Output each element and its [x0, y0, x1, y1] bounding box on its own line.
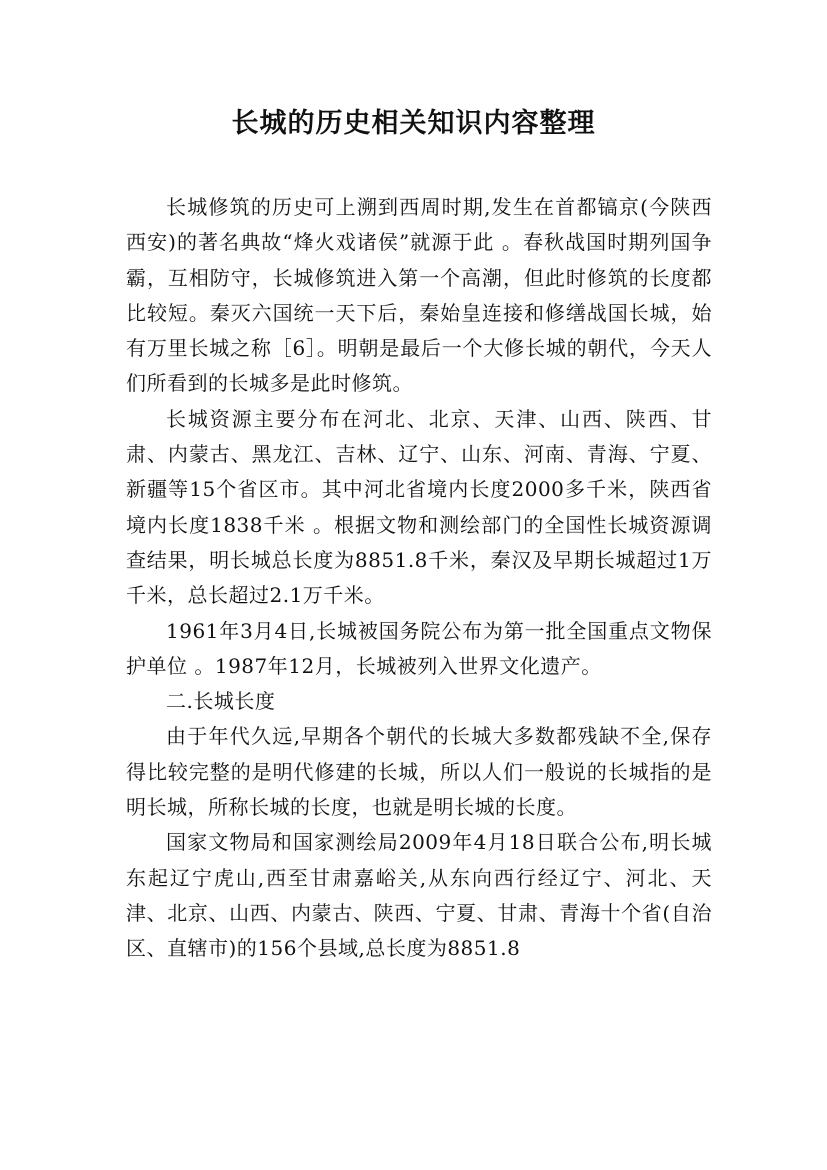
paragraph-official-survey: 国家文物局和国家测绘局2009年4月18日联合公布,明长城东起辽宁虎山,西至甘肃嘉峪关,从东向西行经辽宁、河北、天津、北京、山西、内蒙古、陕西、宁夏、甘肃、青海十个省(自治区、直辖市)的156个县域,总长度为8851.8: [126, 830, 712, 961]
document-body: [126, 190, 712, 967]
paragraph-distribution: 长城资源主要分布在河北、北京、天津、山西、陕西、甘肃、内蒙古、黑龙江、吉林、辽宁、山东、河南、青海、宁夏、新疆等15个省区市。其中河北省境内长度2000多千米，陕西省境内长度1838千米 。根据文物和测绘部门的全国性长城资源调查结果，明长城总长度为8851.8千米，秦汉及早期长城超过1万千米，总长超过2.1万千米。: [126, 406, 712, 608]
paragraph-ming-length: 由于年代久远,早期各个朝代的长城大多数都残缺不全,保存得比较完整的是明代修建的长城，所以人们一般说的长城指的是明长城，所称长城的长度，也就是明长城的长度。: [126, 724, 712, 820]
paragraph-protection: 1961年3月4日,长城被国务院公布为第一批全国重点文物保护单位 。1987年12月，长城被列入世界文化遗产。: [126, 618, 712, 678]
section-heading-length: 二.长城长度: [166, 689, 276, 714]
document-title: 长城的历史相关知识内容整理: [231, 108, 596, 139]
paragraph-history: 长城修筑的历史可上溯到西周时期,发生在首都镐京(今陕西西安)的著名典故“烽火戏诸侯”就源于此 。春秋战国时期列国争霸，互相防守，长城修筑进入第一个高潮，但此时修筑的长度都比较短。秦灭六国统一天下后，秦始皇连接和修缮战国长城，始有万里长城之称［6］。明朝是最后一个大修长城的朝代，今天人们所看到的长城多是此时修筑。: [126, 195, 712, 396]
